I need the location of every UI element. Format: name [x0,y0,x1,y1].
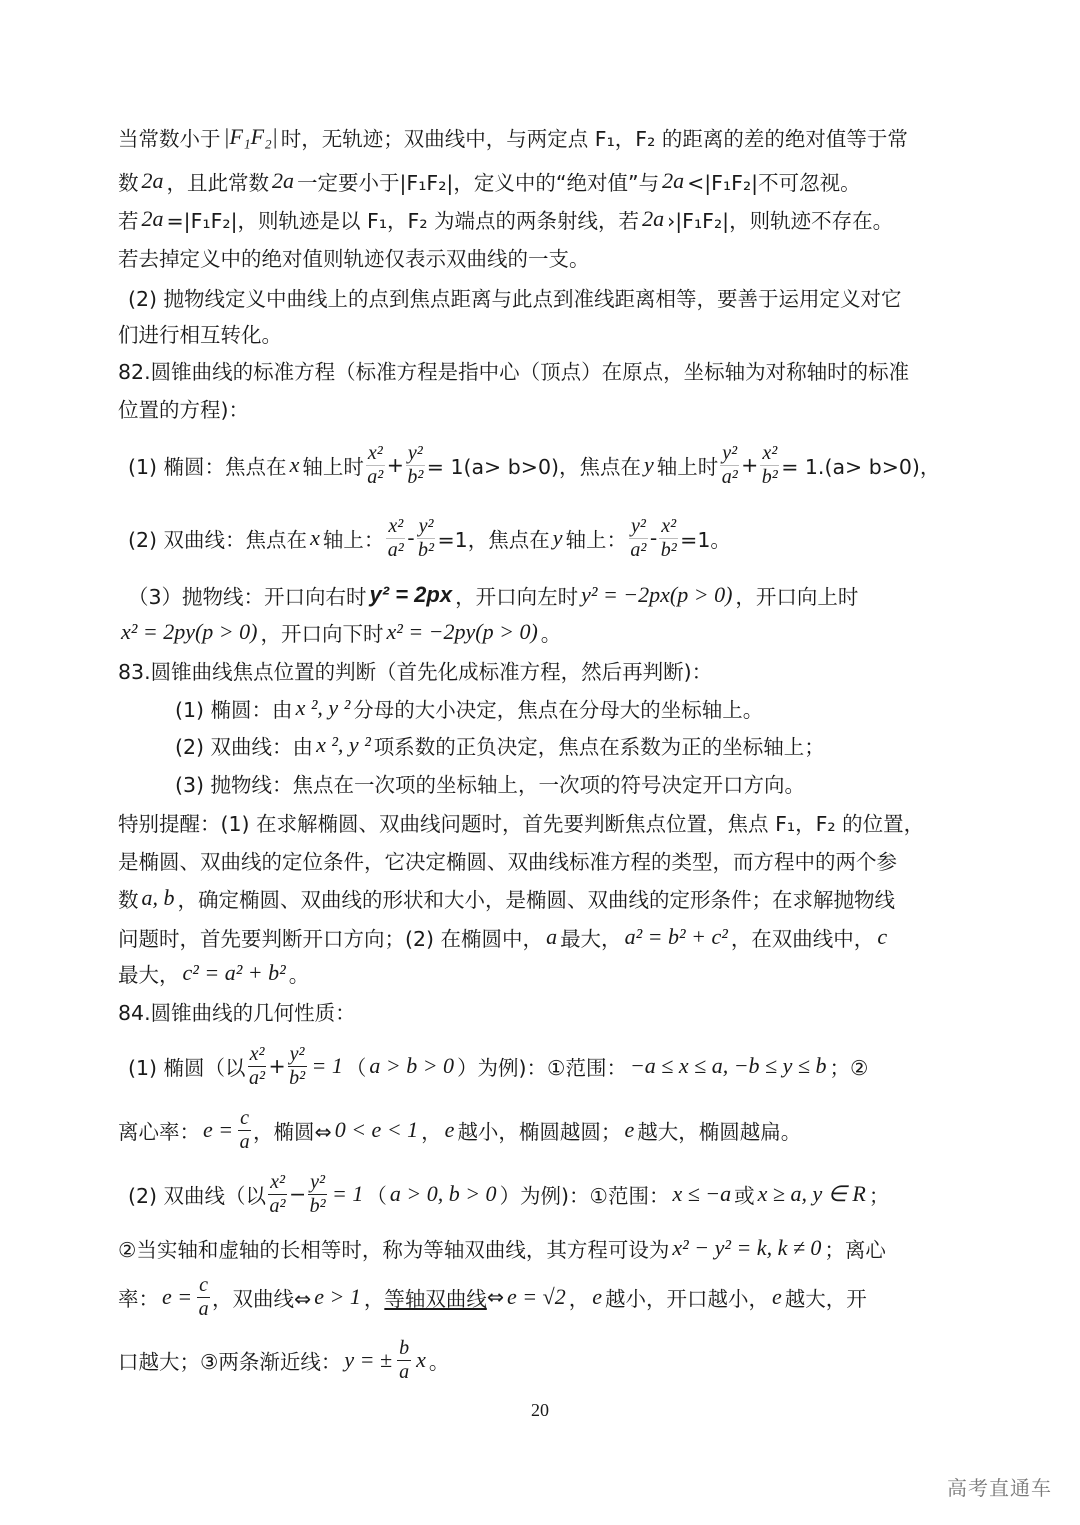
math-expression: e = [203,1117,234,1142]
numerator: x² [388,514,404,537]
math-expression: x² = −2py(p > 0) [386,619,538,644]
numerator: x² [762,441,778,464]
text-run: (1) 椭圆：由 [175,698,293,722]
text-run: 轴上： [565,528,627,552]
text-line [118,1106,802,1153]
math-expression: a > 0, b > 0 [389,1181,497,1206]
text-line [118,117,908,157]
text-run: 当常数小于 [118,127,221,151]
numerator: y² [407,441,423,464]
text-line [118,840,897,880]
text-run: (2) 抛物线定义中曲线上的点到焦点距离与此点到准线距离相等，要善于运用定义对它 [128,287,902,311]
text-run: ，确定椭圆、双曲线的形状和大小，是椭圆、双曲线的定形条件；在求解抛物线 [177,888,895,912]
fraction [308,1171,327,1218]
text-line [128,441,941,488]
text-run: 项系数的正负决定，焦点在系数为正的坐标轴上； [373,735,825,759]
text-run: (3) 抛物线：焦点在一次项的坐标轴上，一次项的符号决定开口方向。 [175,773,806,797]
fraction [760,442,779,489]
math-expression: a > b > 0 [369,1053,455,1078]
text-run: ）为例)：①范围： [457,1056,627,1080]
math-expression: y² = −2px(p > 0) [581,582,733,607]
text-run: 时，无轨迹；双曲线中，与两定点 F₁，F₂ 的距离的差的绝对值等于常 [280,127,908,151]
text-run: + [268,1054,286,1078]
text-run: <|F₁F₂|不可忽视。 [687,171,861,195]
text-run: ②当实轴和虚轴的长相等时，称为等轴双曲线，其方程可设为 [118,1238,670,1262]
math-expression: y² = 2px [369,582,453,607]
text-run: − [288,1182,307,1206]
math-expression: 2a [662,168,685,193]
text-run: ； [868,1184,890,1208]
denominator: a² [630,538,647,561]
text-line [118,313,282,353]
text-line [118,953,309,993]
fraction [197,1274,210,1321]
math-expression: x ≥ a, y ∈ R [757,1181,866,1206]
math-expression: 2a [642,206,665,231]
numerator: x² [661,514,677,537]
text-run: 。 [288,963,310,987]
math-expression: x² = 2py(p > 0) [121,619,258,644]
numerator: x² [270,1170,285,1193]
text-run: 越小，椭圆越圆； [457,1120,622,1144]
denominator: a² [721,465,738,488]
math-expression: a² = b² + c² [624,924,728,949]
text-run: = 1.(a> b>0)， [781,455,941,479]
page-number: 20 [531,1400,549,1420]
fraction [248,1043,267,1090]
text-run: 问题时，首先要判断开口方向；(2) 在椭圆中， [118,927,544,951]
math-expression: x ², y ² [316,732,371,757]
watermark: 高考直通车 [947,1476,1052,1500]
math-expression: y [643,452,654,477]
text-line [118,199,893,239]
math-expression: c [877,924,888,949]
text-run: 或 [734,1184,755,1208]
text-run: 特别提醒：(1) 在求解椭圆、双曲线问题时，首先要判断焦点位置，焦点 F₁，F₂ 的位置， [118,812,925,836]
text-line [128,575,858,615]
text-line [128,1042,869,1089]
text-run: （3）抛物线：开口向右时 [128,585,367,609]
text-run: ，开口向左时 [455,585,579,609]
text-line [118,991,356,1031]
math-expression: 2a [141,206,164,231]
text-run: 82.圆锥曲线的标准方程（标准方程是指中心（顶点）在原点，坐标轴为对称轴时的标准 [118,360,910,384]
text-line [118,1273,867,1320]
text-run: 数 [118,888,139,912]
text-run: (2) 双曲线：由 [175,735,314,759]
text-run: 率： [118,1287,159,1311]
text-line [118,161,861,201]
math-expression: x [310,525,320,550]
math-expression: e [624,1117,635,1142]
text-run: ⇔ [486,1285,505,1309]
text-run: =1，焦点在 [437,528,550,552]
fraction [406,442,425,489]
text-run: ›|F₁F₂|，则轨迹不存在。 [667,209,894,233]
math-expression: a [546,924,558,949]
math-expression: e [592,1284,602,1309]
numerator: b [399,1336,410,1359]
denominator: b² [309,1194,326,1217]
denominator: a² [387,538,404,561]
text-run: 最大， [560,927,622,951]
text-run: 离心率： [118,1120,200,1144]
text-run: 越小，开口越小， [604,1287,769,1311]
text-run: 。 [540,622,562,646]
math-expression: e > 1 [314,1284,361,1309]
text-run: ， [568,1287,590,1311]
denominator: a [239,1130,250,1153]
text-run: 轴上时 [656,455,719,479]
text-run: (1) 椭圆：焦点在 [128,455,287,479]
text-run: 口越大；③两条渐近线： [118,1350,342,1374]
text-line [128,277,902,317]
fraction [397,1337,411,1384]
fraction [417,515,436,562]
numerator: y² [418,514,434,537]
text-run: ，在双曲线中， [730,927,875,951]
numerator: c [240,1106,250,1129]
denominator: a² [269,1194,286,1217]
text-line [118,237,590,277]
text-run: = 1(a> b>0)，焦点在 [426,455,641,479]
text-run: + [386,453,404,477]
text-run: 们进行相互转化。 [118,323,282,347]
text-run: 越大，椭圆越扁。 [637,1120,802,1144]
math-expression: e = [162,1284,193,1309]
text-run: (2) 双曲线（以 [128,1184,267,1208]
text-run: 越大，开 [784,1287,867,1311]
math-expression: = 1 [332,1181,364,1206]
math-expression: |F₁F₂| [223,124,278,149]
numerator: y² [722,441,738,464]
numerator: x² [367,441,383,464]
text-run: （ [366,1184,387,1208]
math-expression: c² = a² + b² [182,960,286,985]
denominator: b² [761,465,778,488]
math-expression: a, b [141,885,175,910]
denominator: b² [418,538,435,561]
text-run: 分母的大小决定，焦点在分母大的坐标轴上。 [353,698,764,722]
text-run: 若 [118,209,139,233]
text-run: =1。 [680,528,731,552]
fraction [268,1171,287,1218]
text-run: (2) 双曲线：焦点在 [128,528,308,552]
text-run: ）为例)：①范围： [499,1184,670,1208]
text-line [118,388,249,428]
text-line [128,514,731,561]
fraction [386,515,405,562]
text-line [118,802,924,842]
math-expression: x [416,1347,426,1372]
text-run: 83.圆锥曲线焦点位置的判断（首先化成标准方程，然后再判断)： [118,660,713,684]
text-run: ，椭圆⇔ [253,1120,332,1144]
text-run: 最大， [118,963,180,987]
text-run: (1) 椭圆（以 [128,1056,246,1080]
text-run: ，开口向上时 [735,585,859,609]
math-expression: y [552,525,563,550]
fraction [238,1107,251,1154]
text-line [118,350,909,390]
text-run: 84.圆锥曲线的几何性质： [118,1001,356,1025]
text-run: ，且此常数 [166,171,269,195]
text-line [128,1170,890,1217]
numerator: c [199,1273,209,1296]
text-line [175,725,825,765]
numerator: y² [630,514,646,537]
fraction [629,515,648,562]
denominator: b² [660,538,677,561]
text-run: 若去掉定义中的绝对值则轨迹仅表示双曲线的一支。 [118,247,590,271]
numerator: y² [310,1170,325,1193]
text-line [118,1336,450,1383]
text-run: 数 [118,171,139,195]
text-run: ， [421,1120,442,1144]
math-expression: e [771,1284,782,1309]
math-expression: e [444,1117,455,1142]
fraction [288,1043,307,1090]
math-expression: 2a [272,168,294,193]
text-line [118,650,712,690]
denominator: b² [289,1066,306,1089]
fraction [659,515,678,562]
text-run: ，开口向下时 [260,622,384,646]
text-run: （ [345,1056,367,1080]
text-run: - [407,526,415,550]
fraction [366,442,385,489]
denominator: a [198,1297,209,1320]
text-run: ；离心 [824,1238,886,1262]
text-run: 轴上时 [302,455,364,479]
math-expression: −a ≤ x ≤ a, −b ≤ y ≤ b [629,1053,827,1078]
math-expression: x ², y ² [295,695,351,720]
text-line [175,688,763,728]
text-run: - [649,526,658,550]
math-expression: e = √2 [507,1284,566,1309]
text-run: 一定要小于|F₁F₂|，定义中的“绝对值”与 [297,171,660,195]
text-line [118,917,890,957]
text-line [118,1228,886,1268]
text-run: ，双曲线⇔ [212,1287,312,1311]
text-line [118,612,561,652]
text-run: ， [363,1287,385,1311]
text-run: =|F₁F₂|，则轨迹是以 F₁，F₂ 为端点的两条射线，若 [166,209,640,233]
text-run: 。 [428,1350,450,1374]
math-expression: x ≤ −a [672,1181,732,1206]
denominator: b² [407,465,424,488]
denominator: a² [249,1066,265,1089]
underlined-text: 等轴双曲线 [384,1287,487,1311]
numerator: x² [249,1042,265,1065]
text-run: 是椭圆、双曲线的定位条件，它决定椭圆、双曲线标准方程的类型，而方程中的两个参 [118,850,897,874]
math-expression: y = ± [344,1347,393,1372]
text-run: 位置的方程)： [118,398,249,422]
math-expression: 0 < e < 1 [334,1117,419,1142]
text-run: 轴上： [322,528,385,552]
math-expression: x² − y² = k, k ≠ 0 [672,1235,822,1260]
fraction [720,442,739,489]
numerator: y² [289,1042,305,1065]
text-run: + [741,453,759,477]
text-run: ；② [829,1056,869,1080]
denominator: a [399,1360,410,1383]
math-expression: 2a [141,168,164,193]
text-line [118,878,895,918]
math-expression: x [289,452,300,477]
math-expression: = 1 [311,1053,343,1078]
denominator: a² [367,465,384,488]
text-line [175,763,805,803]
